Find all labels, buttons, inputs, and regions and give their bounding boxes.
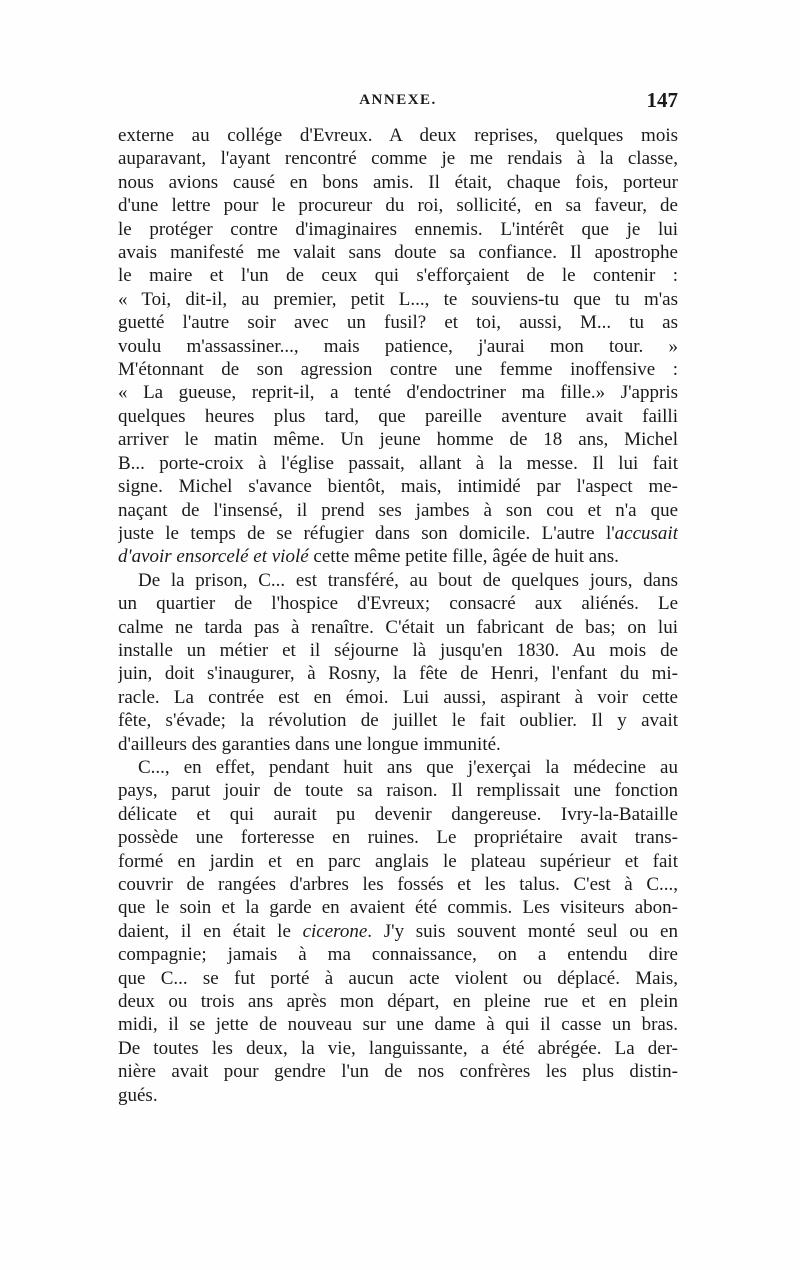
line-text: nière avait pour gendre l'un de nos confrères les plus distin-	[118, 1061, 678, 1083]
line-text: De toutes les deux, la vie, languissante, a été abrégée. La der-	[118, 1037, 678, 1059]
line-text: fête, s'évade; la révolution de juillet le fait oublier. Il y avait	[118, 710, 678, 732]
line-text: De la prison, C... est transféré, au bout de quelques jours, dans	[138, 569, 678, 591]
line-text: d'ailleurs des garanties dans une longue immunité.	[118, 733, 501, 755]
line-text: deux ou trois ans après mon départ, en pleine rue et en plein	[118, 991, 678, 1013]
line-text: M'étonnant de son agression contre une femme inoffensive :	[118, 359, 678, 381]
text-line	[118, 452, 678, 475]
text-line	[118, 1084, 678, 1107]
text-line	[118, 241, 678, 264]
line-text: calme ne tarda pas à renaître. C'était un fabricant de bas; on lui	[118, 616, 678, 638]
line-text: « La gueuse, reprit-il, a tenté d'endoctriner ma fille.» J'appris	[118, 382, 678, 404]
line-text: le protéger contre d'imaginaires ennemis. L'intérêt que je lui	[118, 218, 678, 240]
line-text: cette même petite fille, âgée de huit ans.	[308, 546, 619, 568]
text-line	[118, 733, 678, 756]
text-line	[118, 779, 678, 802]
line-text: installe un métier et il séjourne là jusqu'en 1830. Au mois de	[118, 639, 678, 661]
text-line	[118, 545, 678, 568]
text-line	[118, 756, 678, 779]
line-text: juin, doit s'inaugurer, à Rosny, la fête de Henri, l'enfant du mi-	[118, 663, 678, 685]
text-line	[118, 381, 678, 404]
text-line	[118, 826, 678, 849]
line-text: gués.	[118, 1084, 158, 1106]
text-line	[118, 967, 678, 990]
line-text: guetté l'autre soir avec un fusil? et toi, aussi, M... tu as	[118, 312, 678, 334]
line-text: d'une lettre pour le procureur du roi, sollicité, en sa faveur, de	[118, 195, 678, 217]
line-text: que C... se fut porté à aucun acte violent ou déplacé. Mais,	[118, 967, 678, 989]
italic-text: cicerone	[302, 920, 368, 942]
text-line	[118, 522, 678, 545]
text-line	[118, 124, 678, 147]
running-head-title: ANNEXE.	[359, 92, 437, 108]
line-text: couvrir de rangées d'arbres les fossés et les talus. C'est à C...,	[118, 874, 678, 895]
text-line	[118, 428, 678, 451]
text-line	[118, 639, 678, 662]
line-text: externe au collége d'Evreux. A deux reprises, quelques mois	[118, 125, 678, 146]
text-line	[118, 920, 678, 943]
text-line	[118, 1060, 678, 1083]
line-text: « Toi, dit-il, au premier, petit L..., te souviens-tu que tu m'as	[118, 288, 678, 310]
line-text: compagnie; jamais à ma connaissance, on a entendu dire	[118, 944, 678, 966]
text-line	[118, 686, 678, 709]
line-text: délicate et qui aurait pu devenir dangereuse. Ivry-la-Bataille	[118, 803, 678, 825]
line-text: signe. Michel s'avance bientôt, mais, intimidé par l'aspect me-	[118, 476, 678, 498]
text-line	[118, 405, 678, 428]
text-line	[118, 288, 678, 311]
text-line	[118, 850, 678, 873]
italic-text: accusait	[614, 522, 678, 544]
line-text-tail: . J'y suis souvent monté seul ou en	[367, 920, 678, 942]
text-line	[118, 569, 678, 592]
text-line	[118, 873, 678, 896]
line-text: pays, parut jouir de toute sa raison. Il remplissait une fonction	[118, 780, 678, 802]
text-line	[118, 171, 678, 194]
line-text: juste le temps de se réfugier dans son domicile. L'autre l'	[118, 522, 615, 544]
running-head	[118, 88, 678, 118]
line-text: racle. La contrée est en émoi. Lui aussi, aspirant à voir cette	[118, 686, 678, 708]
line-text: naçant de l'insensé, il prend ses jambes à son cou et n'a que	[118, 499, 678, 521]
italic-text: d'avoir ensorcelé et violé	[118, 546, 309, 568]
text-line	[118, 709, 678, 732]
line-text: quelques heures plus tard, que pareille aventure avait failli	[118, 405, 678, 427]
line-text: avais manifesté me valait sans doute sa confiance. Il apostrophe	[118, 242, 678, 264]
text-line	[118, 335, 678, 358]
text-line	[118, 475, 678, 498]
text-line	[118, 194, 678, 217]
text-line	[118, 943, 678, 966]
text-line	[118, 592, 678, 615]
text-line	[118, 803, 678, 826]
line-text: possède une forteresse en ruines. Le propriétaire avait trans-	[118, 827, 678, 849]
line-text: nous avions causé en bons amis. Il était, chaque fois, porteur	[118, 171, 678, 193]
line-text: formé en jardin et en parc anglais le plateau supérieur et fait	[118, 850, 678, 872]
line-text: daient, il en était le	[118, 920, 303, 942]
text-line	[118, 616, 678, 639]
text-line	[118, 990, 678, 1013]
text-line	[118, 1037, 678, 1060]
page-number: 147	[646, 88, 678, 112]
line-text: midi, il se jette de nouveau sur une dame à qui il casse un bras.	[118, 1014, 678, 1036]
line-text: auparavant, l'ayant rencontré comme je me rendais à la classe,	[118, 148, 678, 170]
body-text	[118, 124, 678, 1107]
line-text: arriver le matin même. Un jeune homme de 18 ans, Michel	[118, 429, 678, 451]
line-text: C..., en effet, pendant huit ans que j'exerçai la médecine au	[138, 756, 678, 778]
text-line	[118, 896, 678, 919]
text-line	[118, 147, 678, 170]
line-text: voulu m'assassiner..., mais patience, j'aurai mon tour. »	[118, 335, 678, 357]
line-text: un quartier de l'hospice d'Evreux; consacré aux aliénés. Le	[118, 593, 678, 615]
line-text: le maire et l'un de ceux qui s'efforçaient de le contenir :	[118, 265, 678, 287]
text-line	[118, 264, 678, 287]
line-text: que le soin et la garde en avaient été commis. Les visiteurs abon-	[118, 897, 678, 919]
text-line	[118, 1013, 678, 1036]
text-line	[118, 499, 678, 522]
text-line	[118, 218, 678, 241]
text-line	[118, 662, 678, 685]
line-text: B... porte-croix à l'église passait, allant à la messe. Il lui fait	[118, 452, 678, 474]
text-line	[118, 311, 678, 334]
text-line	[118, 358, 678, 381]
